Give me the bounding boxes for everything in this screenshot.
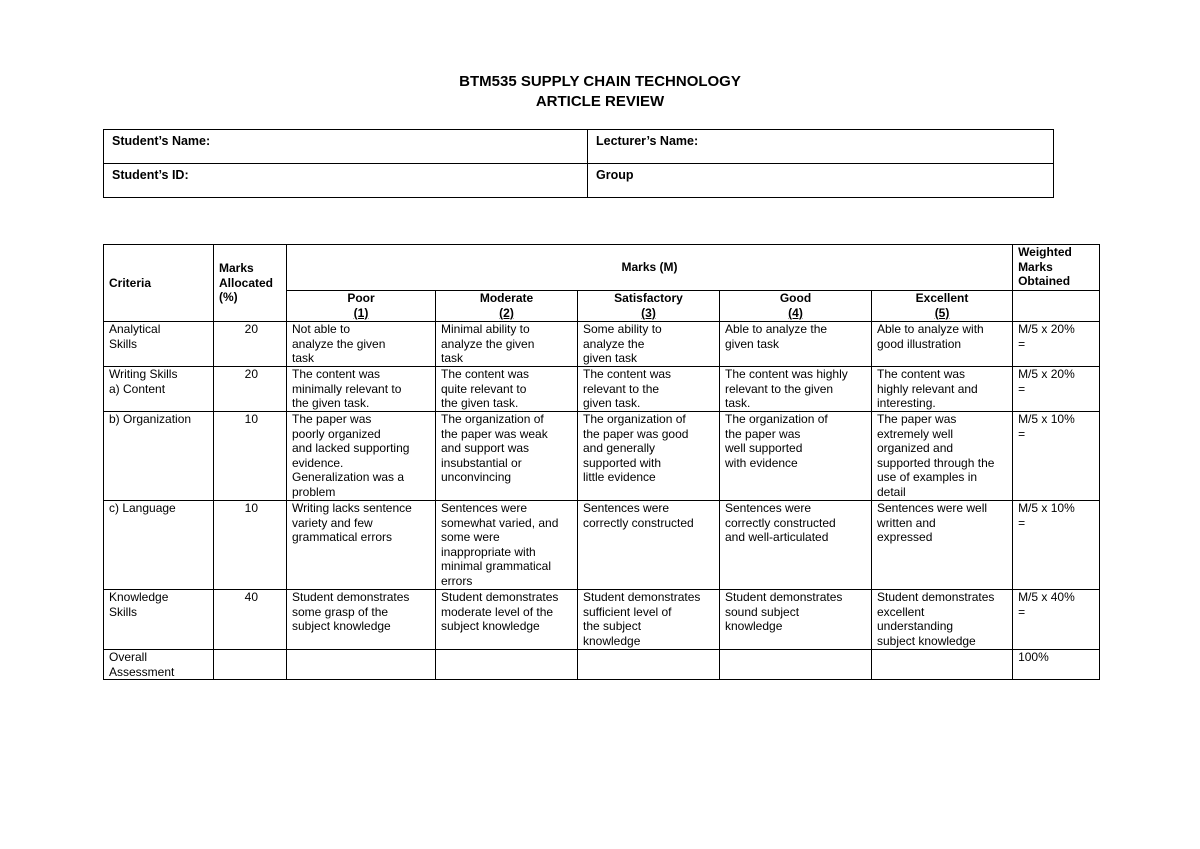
level-score: (5) bbox=[934, 305, 950, 320]
level-score: (4) bbox=[788, 305, 803, 320]
level-score: (1) bbox=[353, 305, 369, 320]
poor-cell: Student demonstrates some grasp of the subject knowledge bbox=[287, 590, 436, 650]
student-id-field[interactable]: Student’s ID: bbox=[104, 164, 588, 198]
group-field[interactable]: Group bbox=[588, 164, 1054, 198]
good-cell: Able to analyze the given task bbox=[720, 322, 872, 367]
excellent-cell: Sentences were well written and expressed bbox=[872, 501, 1013, 590]
level-moderate bbox=[436, 291, 578, 322]
marks-cell: 10 bbox=[214, 501, 287, 590]
lecturer-name-field[interactable]: Lecturer’s Name: bbox=[588, 130, 1054, 164]
document-subtitle: ARTICLE REVIEW bbox=[535, 93, 665, 110]
table-row bbox=[104, 412, 1100, 501]
document-title: BTM535 SUPPLY CHAIN TECHNOLOGY bbox=[459, 73, 741, 90]
criteria-cell: Knowledge Skills bbox=[104, 590, 214, 650]
level-name: Good bbox=[779, 291, 812, 305]
satisfactory-cell: Some ability to analyze the given task bbox=[578, 322, 720, 367]
moderate-cell: Minimal ability to analyze the given task bbox=[436, 322, 578, 367]
level-satisfactory bbox=[578, 291, 720, 322]
criteria-cell: c) Language bbox=[104, 501, 214, 590]
marks-cell: 20 bbox=[214, 367, 287, 412]
satisfactory-cell: Sentences were correctly constructed bbox=[578, 501, 720, 590]
satisfactory-cell: The content was relevant to the given task. bbox=[578, 367, 720, 412]
level-score: (3) bbox=[641, 305, 656, 320]
weighted-cell[interactable]: M/5 x 10% = bbox=[1013, 501, 1100, 590]
criteria-cell: Overall Assessment bbox=[104, 650, 214, 680]
marks-cell: 40 bbox=[214, 590, 287, 650]
level-score: (2) bbox=[499, 305, 514, 320]
poor-cell: The paper was poorly organized and lacked supporting evidence. Generalization was a problem bbox=[287, 412, 436, 501]
moderate-cell bbox=[436, 650, 578, 680]
level-excellent bbox=[872, 291, 1013, 322]
moderate-cell: Sentences were somewhat varied, and some were inappropriate with minimal grammatical errors bbox=[436, 501, 578, 590]
criteria-cell: Writing Skills a) Content bbox=[104, 367, 214, 412]
weighted-empty-cell bbox=[1013, 291, 1100, 322]
table-row bbox=[104, 322, 1100, 367]
level-name: Poor bbox=[347, 291, 375, 305]
rubric-table bbox=[103, 244, 1100, 680]
good-cell bbox=[720, 650, 872, 680]
moderate-cell: Student demonstrates moderate level of the subject knowledge bbox=[436, 590, 578, 650]
moderate-cell: The content was quite relevant to the given task. bbox=[436, 367, 578, 412]
moderate-cell: The organization of the paper was weak and support was insubstantial or unconvincing bbox=[436, 412, 578, 501]
weighted-cell[interactable]: 100% bbox=[1013, 650, 1100, 680]
poor-cell: Writing lacks sentence variety and few grammatical errors bbox=[287, 501, 436, 590]
table-row bbox=[104, 590, 1100, 650]
poor-cell: The content was minimally relevant to the given task. bbox=[287, 367, 436, 412]
poor-cell: Not able to analyze the given task bbox=[287, 322, 436, 367]
good-cell: Sentences were correctly constructed and well-articulated bbox=[720, 501, 872, 590]
student-info-table bbox=[103, 129, 1054, 198]
poor-cell bbox=[287, 650, 436, 680]
marks-cell bbox=[214, 650, 287, 680]
marks-cell: 10 bbox=[214, 412, 287, 501]
good-cell: The organization of the paper was well supported with evidence bbox=[720, 412, 872, 501]
table-row bbox=[104, 367, 1100, 412]
student-name-field[interactable]: Student’s Name: bbox=[104, 130, 588, 164]
level-name: Moderate bbox=[479, 291, 534, 305]
level-name: Satisfactory bbox=[614, 291, 683, 305]
header-criteria: Criteria bbox=[104, 245, 214, 322]
criteria-cell: b) Organization bbox=[104, 412, 214, 501]
excellent-cell: The paper was extremely well organized and supported through the use of examples in detail bbox=[872, 412, 1013, 501]
weighted-cell[interactable]: M/5 x 20% = bbox=[1013, 322, 1100, 367]
excellent-cell bbox=[872, 650, 1013, 680]
excellent-cell: Able to analyze with good illustration bbox=[872, 322, 1013, 367]
excellent-cell: Student demonstrates excellent understanding subject knowledge bbox=[872, 590, 1013, 650]
level-good bbox=[720, 291, 872, 322]
marks-cell: 20 bbox=[214, 322, 287, 367]
good-cell: The content was highly relevant to the given task. bbox=[720, 367, 872, 412]
weighted-cell[interactable]: M/5 x 10% = bbox=[1013, 412, 1100, 501]
header-marks-m: Marks (M) bbox=[287, 245, 1013, 291]
header-weighted-marks: Weighted Marks Obtained bbox=[1013, 245, 1100, 291]
weighted-cell[interactable]: M/5 x 40% = bbox=[1013, 590, 1100, 650]
satisfactory-cell: The organization of the paper was good and generally supported with little evidence bbox=[578, 412, 720, 501]
satisfactory-cell bbox=[578, 650, 720, 680]
excellent-cell: The content was highly relevant and interesting. bbox=[872, 367, 1013, 412]
weighted-cell[interactable]: M/5 x 20% = bbox=[1013, 367, 1100, 412]
table-row bbox=[104, 650, 1100, 680]
good-cell: Student demonstrates sound subject knowledge bbox=[720, 590, 872, 650]
satisfactory-cell: Student demonstrates sufficient level of the subject knowledge bbox=[578, 590, 720, 650]
level-poor bbox=[287, 291, 436, 322]
header-marks-allocated: Marks Allocated (%) bbox=[214, 245, 287, 322]
level-name: Excellent bbox=[915, 291, 969, 305]
criteria-cell: Analytical Skills bbox=[104, 322, 214, 367]
table-row bbox=[104, 501, 1100, 590]
